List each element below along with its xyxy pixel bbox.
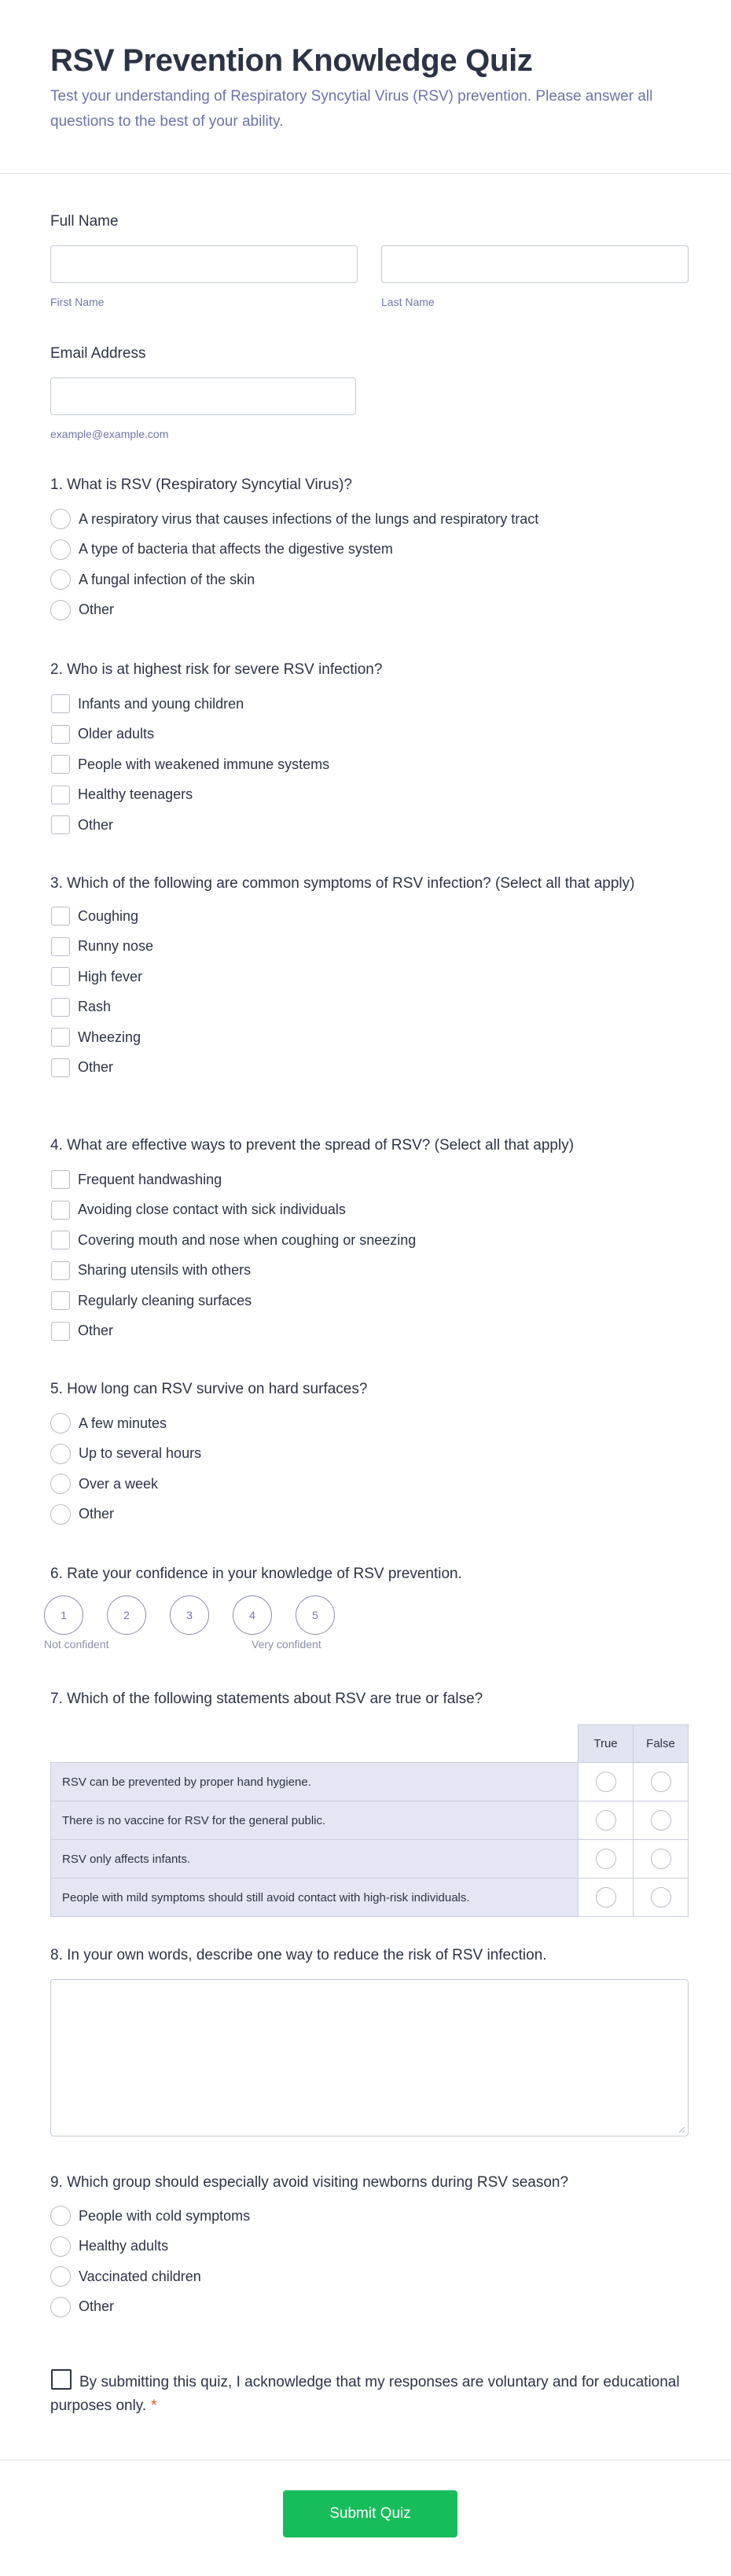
question-7: [50, 1689, 689, 1917]
option-label: A fungal infection of the skin: [79, 571, 255, 587]
option-label: People with cold symptoms: [79, 2207, 251, 2224]
q5-option[interactable]: [50, 1469, 689, 1500]
checkbox[interactable]: [51, 907, 70, 926]
form-footer: [0, 2460, 731, 2576]
matrix-column-true: True: [579, 1725, 634, 1763]
radio-button[interactable]: [50, 539, 71, 560]
radio-button[interactable]: [596, 1887, 616, 1908]
radio-button[interactable]: [50, 509, 71, 529]
q3-option[interactable]: [50, 962, 689, 992]
question-5: [50, 1379, 689, 1529]
option-label: High fever: [78, 968, 143, 984]
first-name-sublabel: First Name: [50, 296, 105, 308]
full-name-label: Full Name: [50, 213, 119, 230]
checkbox[interactable]: [51, 1261, 70, 1280]
option-label: Older adults: [78, 726, 155, 742]
option-label: Wheezing: [78, 1029, 141, 1045]
option-label: Infants and young children: [78, 695, 244, 712]
rating-scale: [44, 1595, 689, 1635]
agreement-field: [50, 2369, 689, 2418]
question-1: [50, 475, 689, 625]
question-4-label: 4. What are effective ways to prevent the spread of RSV? (Select all that apply): [50, 1137, 575, 1154]
q5-option[interactable]: [50, 1439, 689, 1470]
option-label: Other: [79, 2298, 115, 2315]
option-label: Other: [78, 816, 114, 833]
option-label: Covering mouth and nose when coughing or sneezing: [78, 1231, 417, 1248]
q2-option[interactable]: [50, 749, 689, 780]
option-label: Frequent handwashing: [78, 1171, 222, 1187]
q1-option[interactable]: [50, 595, 689, 626]
question-2-label: 2. Who is at highest risk for severe RSV infection?: [50, 661, 383, 678]
checkbox[interactable]: [51, 694, 70, 713]
checkbox[interactable]: [51, 755, 70, 774]
question-6-label: 6. Rate your confidence in your knowledge of RSV prevention.: [50, 1566, 462, 1582]
matrix-column-false: False: [634, 1725, 689, 1763]
agreement-text: By submitting this quiz, I acknowledge that my responses are voluntary and for educational purposes only.: [50, 2374, 680, 2414]
matrix-row-label: People with mild symptoms should still avoid contact with high-risk individuals.: [51, 1879, 579, 1917]
checkbox[interactable]: [51, 1291, 70, 1310]
q4-option[interactable]: [50, 1286, 689, 1316]
matrix-row: [51, 1840, 689, 1879]
checkbox[interactable]: [51, 1231, 70, 1249]
question-7-label: 7. Which of the following statements about RSV are true or false?: [50, 1691, 483, 1707]
q3-option[interactable]: [50, 901, 689, 932]
matrix-row: [51, 1879, 689, 1917]
radio-button[interactable]: [596, 1810, 616, 1831]
q4-option[interactable]: [50, 1316, 689, 1347]
option-label: A few minutes: [79, 1415, 167, 1431]
option-label: A type of bacteria that affects the digestive system: [79, 541, 393, 558]
option-label: Other: [79, 1506, 115, 1522]
q3-option[interactable]: [50, 1053, 689, 1084]
option-label: Coughing: [78, 907, 139, 924]
option-label: Rash: [78, 999, 112, 1015]
option-label: Other: [78, 1059, 114, 1076]
question-2: [50, 660, 689, 841]
rating-option[interactable]: 5: [296, 1595, 335, 1635]
option-label: Healthy teenagers: [78, 786, 193, 803]
radio-button[interactable]: [596, 1772, 616, 1792]
scale-max-label: Very confident: [252, 1638, 321, 1650]
last-name-sublabel: Last Name: [381, 296, 435, 308]
question-9-label: 9. Which group should especially avoid visiting newborns during RSV season?: [50, 2174, 569, 2191]
agreement-checkbox[interactable]: [51, 2369, 72, 2390]
page-title: RSV Prevention Knowledge Quiz: [50, 43, 533, 78]
last-name-input[interactable]: [381, 245, 689, 283]
q9-option[interactable]: [50, 2232, 689, 2262]
submit-button[interactable]: Submit Quiz: [283, 2490, 457, 2537]
checkbox[interactable]: [51, 786, 70, 804]
q9-option[interactable]: [50, 2292, 689, 2323]
scale-min-label: Not confident: [44, 1638, 109, 1650]
first-name-input[interactable]: [50, 245, 358, 283]
q4-option[interactable]: [50, 1256, 689, 1286]
matrix-row: [51, 1801, 689, 1840]
rating-option[interactable]: 2: [107, 1595, 146, 1635]
required-mark: *: [151, 2398, 157, 2414]
radio-button[interactable]: [651, 1849, 671, 1869]
email-label: Email Address: [50, 345, 146, 362]
full-name-field: [50, 212, 689, 308]
radio-button[interactable]: [50, 569, 71, 590]
q4-option[interactable]: [50, 1195, 689, 1226]
question-6: [44, 1564, 689, 1654]
question-4: [50, 1135, 689, 1346]
q2-option[interactable]: [50, 689, 689, 719]
radio-button[interactable]: [50, 1504, 71, 1525]
q5-option[interactable]: [50, 1500, 689, 1530]
email-field: [50, 344, 689, 440]
q9-option[interactable]: [50, 2261, 689, 2292]
q9-option[interactable]: [50, 2201, 689, 2232]
q4-option[interactable]: [50, 1165, 689, 1195]
radio-button[interactable]: [50, 2236, 71, 2257]
q3-option[interactable]: [50, 992, 689, 1023]
radio-button[interactable]: [651, 1810, 671, 1831]
q2-option[interactable]: [50, 719, 689, 750]
radio-button[interactable]: [50, 1413, 71, 1433]
q2-option[interactable]: [50, 810, 689, 841]
page-subtitle: Test your understanding of Respiratory Syncytial Virus (RSV) prevention. Please answer all questions to the best of your ability.: [50, 88, 653, 130]
option-label: Runny nose: [78, 938, 154, 955]
answer-textarea[interactable]: [50, 1979, 689, 2136]
form-header: [0, 0, 731, 174]
question-3-label: 3. Which of the following are common symptoms of RSV infection? (Select all that apply): [50, 875, 635, 892]
checkbox[interactable]: [51, 1028, 70, 1047]
q4-option[interactable]: [50, 1225, 689, 1256]
checkbox[interactable]: [51, 937, 70, 956]
checkbox[interactable]: [51, 725, 70, 744]
question-3: [50, 874, 689, 1083]
checkbox[interactable]: [51, 998, 70, 1017]
option-label: Sharing utensils with others: [78, 1262, 252, 1279]
question-8-label: 8. In your own words, describe one way to reduce the risk of RSV infection.: [50, 1947, 547, 1963]
question-1-label: 1. What is RSV (Respiratory Syncytial Virus)?: [50, 477, 352, 493]
checkbox[interactable]: [51, 1058, 70, 1077]
radio-button[interactable]: [50, 1474, 71, 1494]
checkbox[interactable]: [51, 1170, 70, 1189]
radio-button[interactable]: [50, 600, 71, 620]
resize-handle-icon[interactable]: [678, 2126, 685, 2133]
radio-button[interactable]: [651, 1772, 671, 1792]
radio-button[interactable]: [50, 1444, 71, 1464]
radio-button[interactable]: [50, 2266, 71, 2287]
radio-button[interactable]: [50, 2206, 71, 2226]
checkbox[interactable]: [51, 1322, 70, 1341]
q1-option[interactable]: [50, 504, 689, 535]
q3-option[interactable]: [50, 932, 689, 962]
rating-option[interactable]: 3: [170, 1595, 209, 1635]
option-label: Avoiding close contact with sick individuals: [78, 1202, 346, 1218]
radio-button[interactable]: [50, 2297, 71, 2317]
question-5-label: 5. How long can RSV survive on hard surfaces?: [50, 1381, 368, 1397]
matrix-row-label: RSV can be prevented by proper hand hygiene.: [51, 1763, 579, 1801]
option-label: A respiratory virus that causes infections of the lungs and respiratory tract: [79, 510, 539, 527]
question-8: [50, 1945, 689, 2136]
checkbox[interactable]: [51, 1201, 70, 1220]
q1-option[interactable]: [50, 535, 689, 565]
option-label: Other: [78, 1323, 114, 1339]
radio-button[interactable]: [651, 1887, 671, 1908]
matrix-row: [51, 1763, 689, 1801]
q1-option[interactable]: [50, 565, 689, 595]
email-sublabel: example@example.com: [50, 428, 169, 440]
matrix-row-label: There is no vaccine for RSV for the general public.: [51, 1801, 579, 1840]
email-input[interactable]: [50, 377, 356, 415]
checkbox[interactable]: [51, 967, 70, 986]
option-label: Up to several hours: [79, 1445, 202, 1462]
q2-option[interactable]: [50, 780, 689, 811]
option-label: Over a week: [79, 1475, 159, 1492]
true-false-matrix: [50, 1724, 689, 1917]
option-label: Vaccinated children: [79, 2268, 201, 2284]
option-label: Healthy adults: [79, 2238, 169, 2254]
matrix-row-label: RSV only affects infants.: [51, 1840, 579, 1879]
question-9: [50, 2173, 689, 2322]
option-label: People with weakened immune systems: [78, 756, 330, 772]
rating-option[interactable]: 1: [44, 1595, 83, 1635]
option-label: Regularly cleaning surfaces: [78, 1292, 252, 1308]
rating-option[interactable]: 4: [233, 1595, 272, 1635]
radio-button[interactable]: [596, 1849, 616, 1869]
q5-option[interactable]: [50, 1408, 689, 1439]
q3-option[interactable]: [50, 1022, 689, 1053]
checkbox[interactable]: [51, 815, 70, 834]
option-label: Other: [79, 602, 115, 618]
